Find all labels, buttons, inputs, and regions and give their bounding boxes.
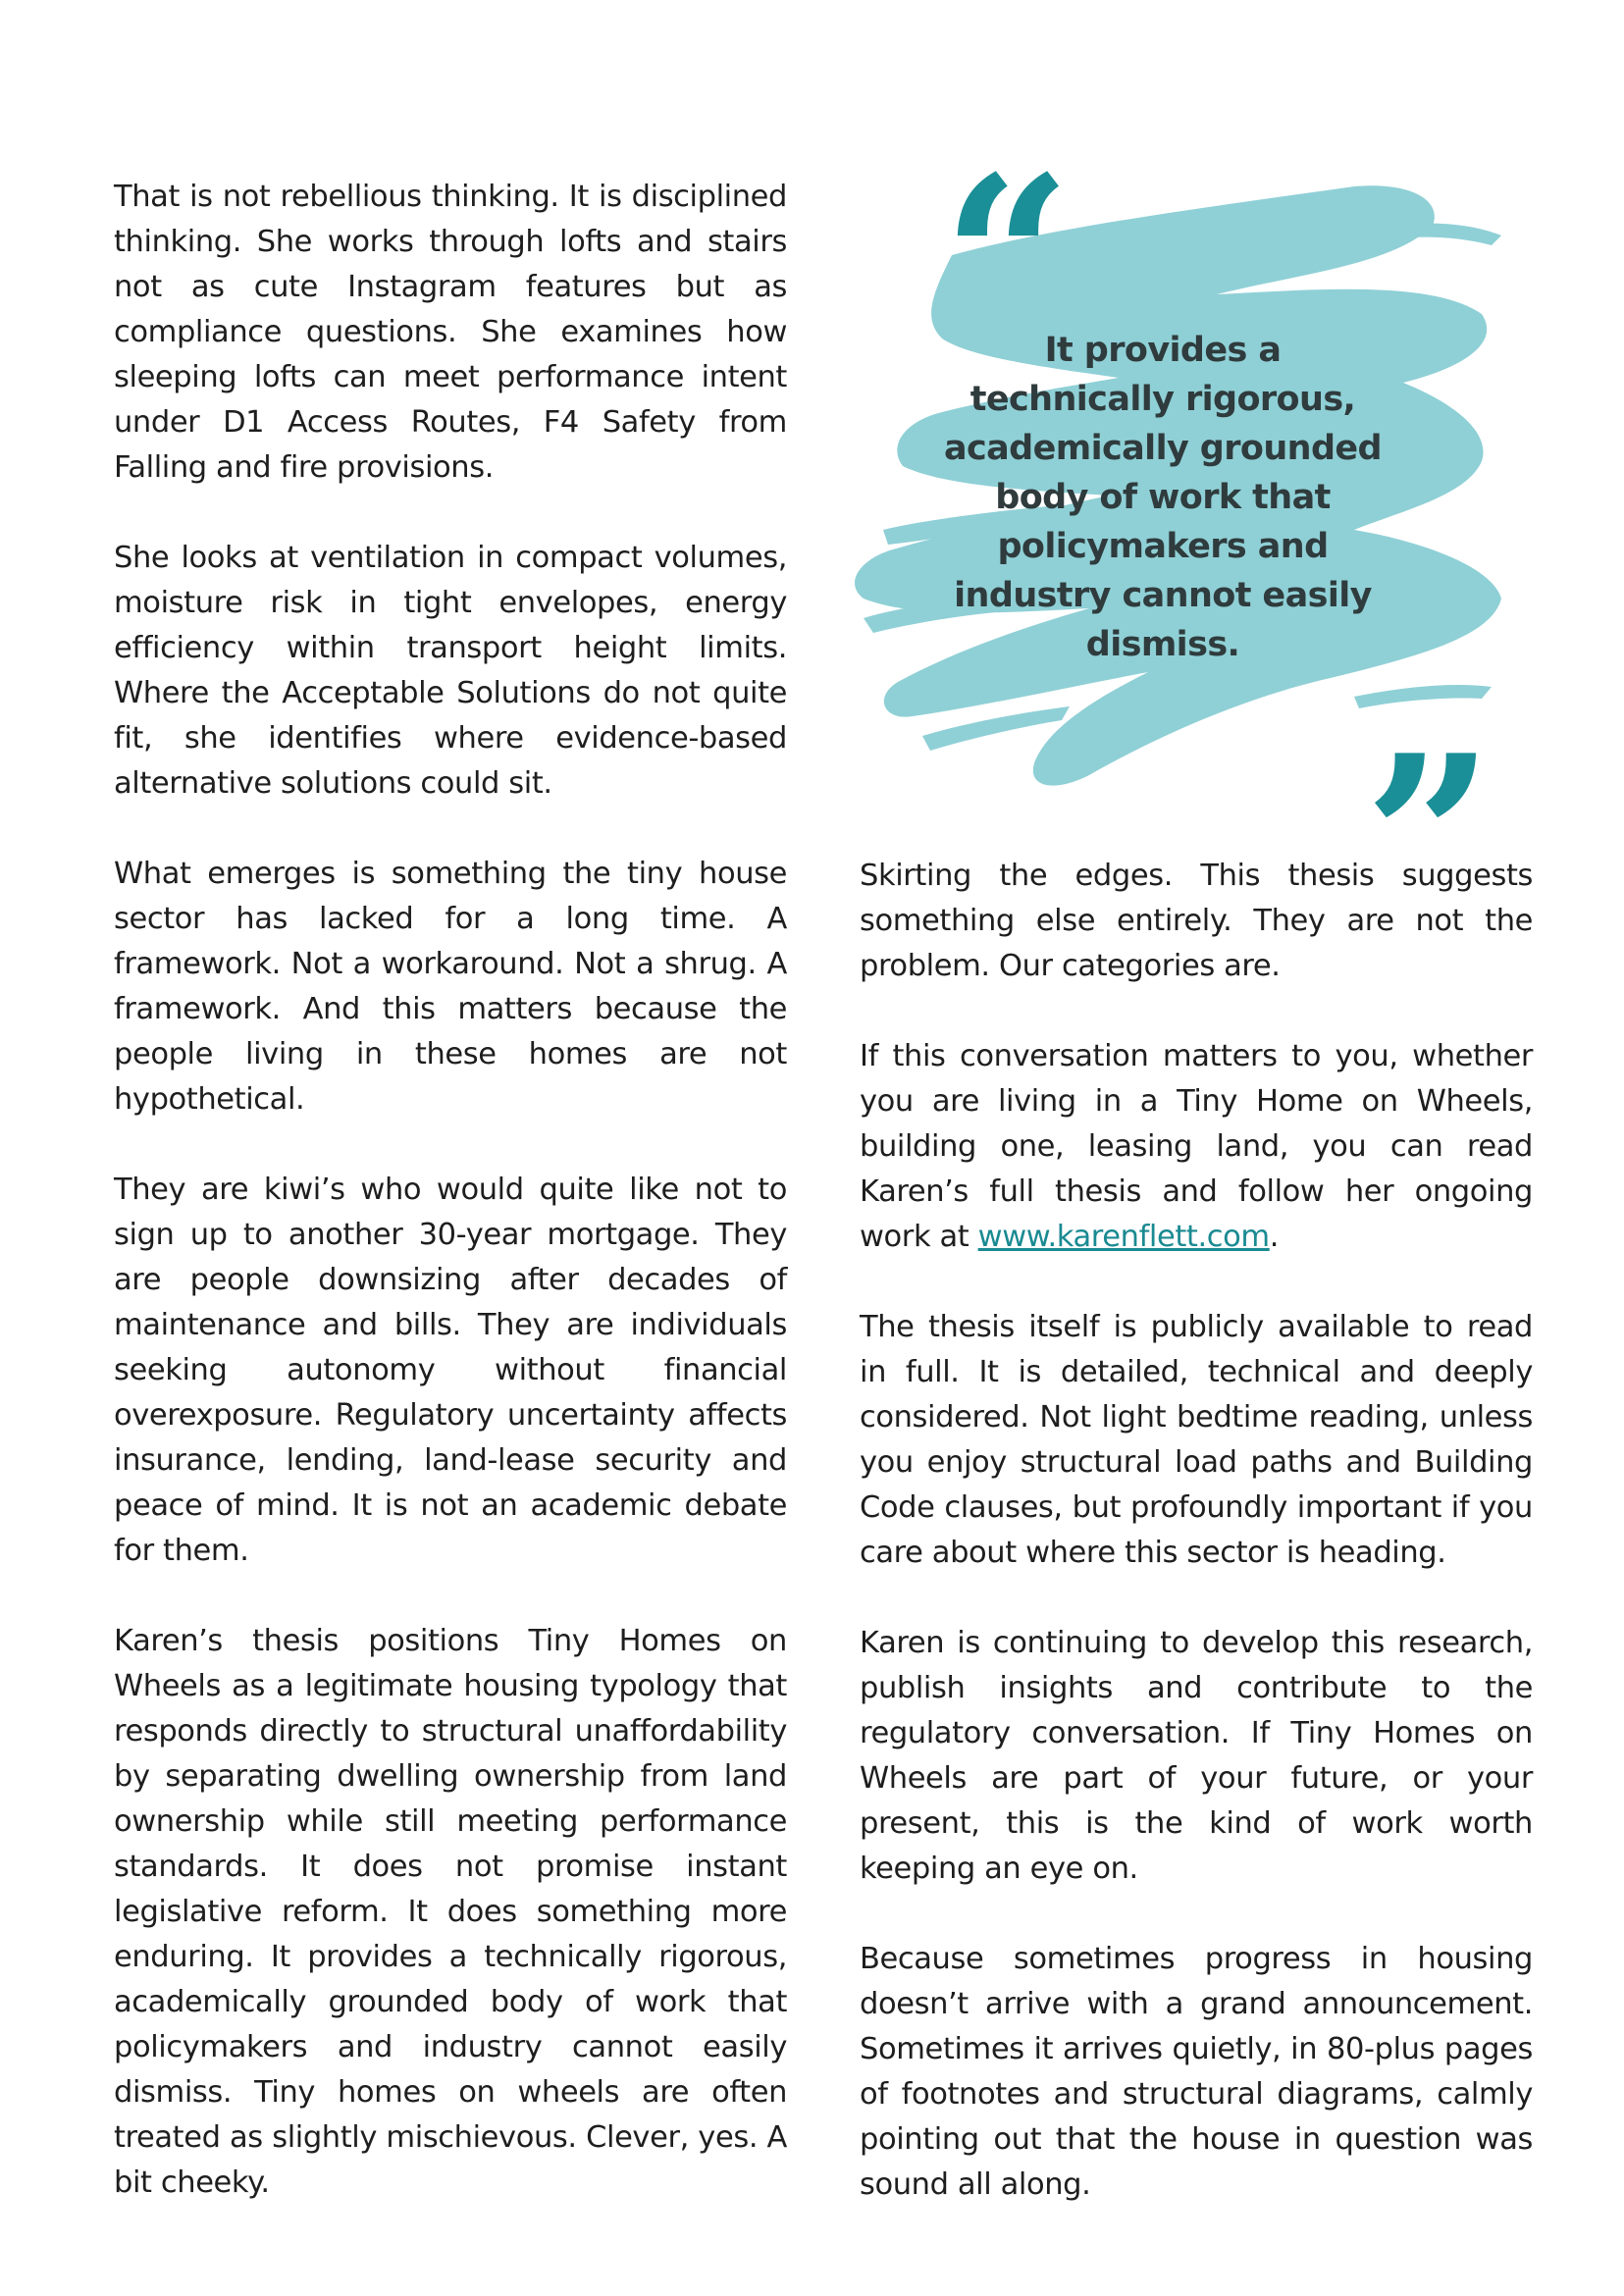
pull-quote-text: It provides a technically rigorous, academically grounded body of work that policymakers and industry cannot easily dismiss. [943, 331, 1383, 664]
open-quote-icon: “ [942, 128, 1073, 392]
left-column [114, 175, 787, 2251]
paragraph: Karen is continuing to develop this research, publish insights and contribute to the regulatory conversation. If Tiny Homes on Wheels are part of your future, or your present, this is the kind of work worth keeping an eye on. [860, 1626, 1533, 1886]
paragraph: Because sometimes progress in housing doesn’t arrive with a grand announcement. Sometimes it arrives quietly, in 80-plus pages of footnotes and structural diagrams, calmly pointing out that the house in question was sound all along. [860, 1942, 1533, 2202]
paragraph [860, 1034, 1533, 1260]
right-column [860, 854, 1533, 2253]
paragraph-text: . [1269, 1220, 1279, 1254]
paragraph: Karen’s thesis positions Tiny Homes on Wheels as a legitimate housing typology that responds directly to structural unaffordability by separating dwelling ownership from land ownership while still meeting performance standards. It does not promise instant legislative reform. It does something more enduring. It provides a technically rigorous, academically grounded body of work that policymakers and industry cannot easily dismiss. Tiny homes on wheels are often treated as slightly mischievous. Clever, yes. A bit cheeky. [114, 1624, 787, 2200]
paragraph: That is not rebellious thinking. It is disciplined thinking. She works through lofts and stairs not as cute Instagram features but as compliance questions. She examines how sleeping lofts can meet performance intent under D1 Access Routes, F4 Safety from Falling and fire provisions. [114, 180, 787, 485]
paragraph: What emerges is something the tiny house sector has lacked for a long time. A framework. Not a workaround. Not a shrug. A framework. And this matters because the people living in these homes are not hypothetical. [114, 857, 787, 1117]
paragraph: Skirting the edges. This thesis suggests something else entirely. They are not the problem. Our categories are. [860, 859, 1533, 983]
karenflett-website-link[interactable]: www.karenflett.com [977, 1220, 1270, 1254]
paragraph: She looks at ventilation in compact volumes, moisture risk in tight envelopes, energy efficiency within transport height limits. Where the Acceptable Solutions do not quite fit, she identifies where evidence-based alternative solutions could sit. [114, 541, 787, 801]
paragraph: They are kiwi’s who would quite like not to sign up to another 30-year mortgage. They are people downsizing after decades of maintenance and bills. They are individuals seeking autonomy without financial overexposure. Regulatory uncertainty affects insurance, lending, land-lease security and peace of mind. It is not an academic debate for them. [114, 1173, 787, 1568]
close-quote-icon: ” [1364, 706, 1494, 971]
paragraph-text: If this conversation matters to you, whether you are living in a Tiny Home on Wheels, building one, leasing land, you can read Karen’s full thesis and follow her ongoing work at [860, 1039, 1533, 1254]
paragraph: The thesis itself is publicly available to read in full. It is detailed, technical and deeply considered. Not light bedtime reading, unless you enjoy structural load paths and Building Code clauses, but profoundly important if you care about where this sector is heading. [860, 1310, 1533, 1570]
